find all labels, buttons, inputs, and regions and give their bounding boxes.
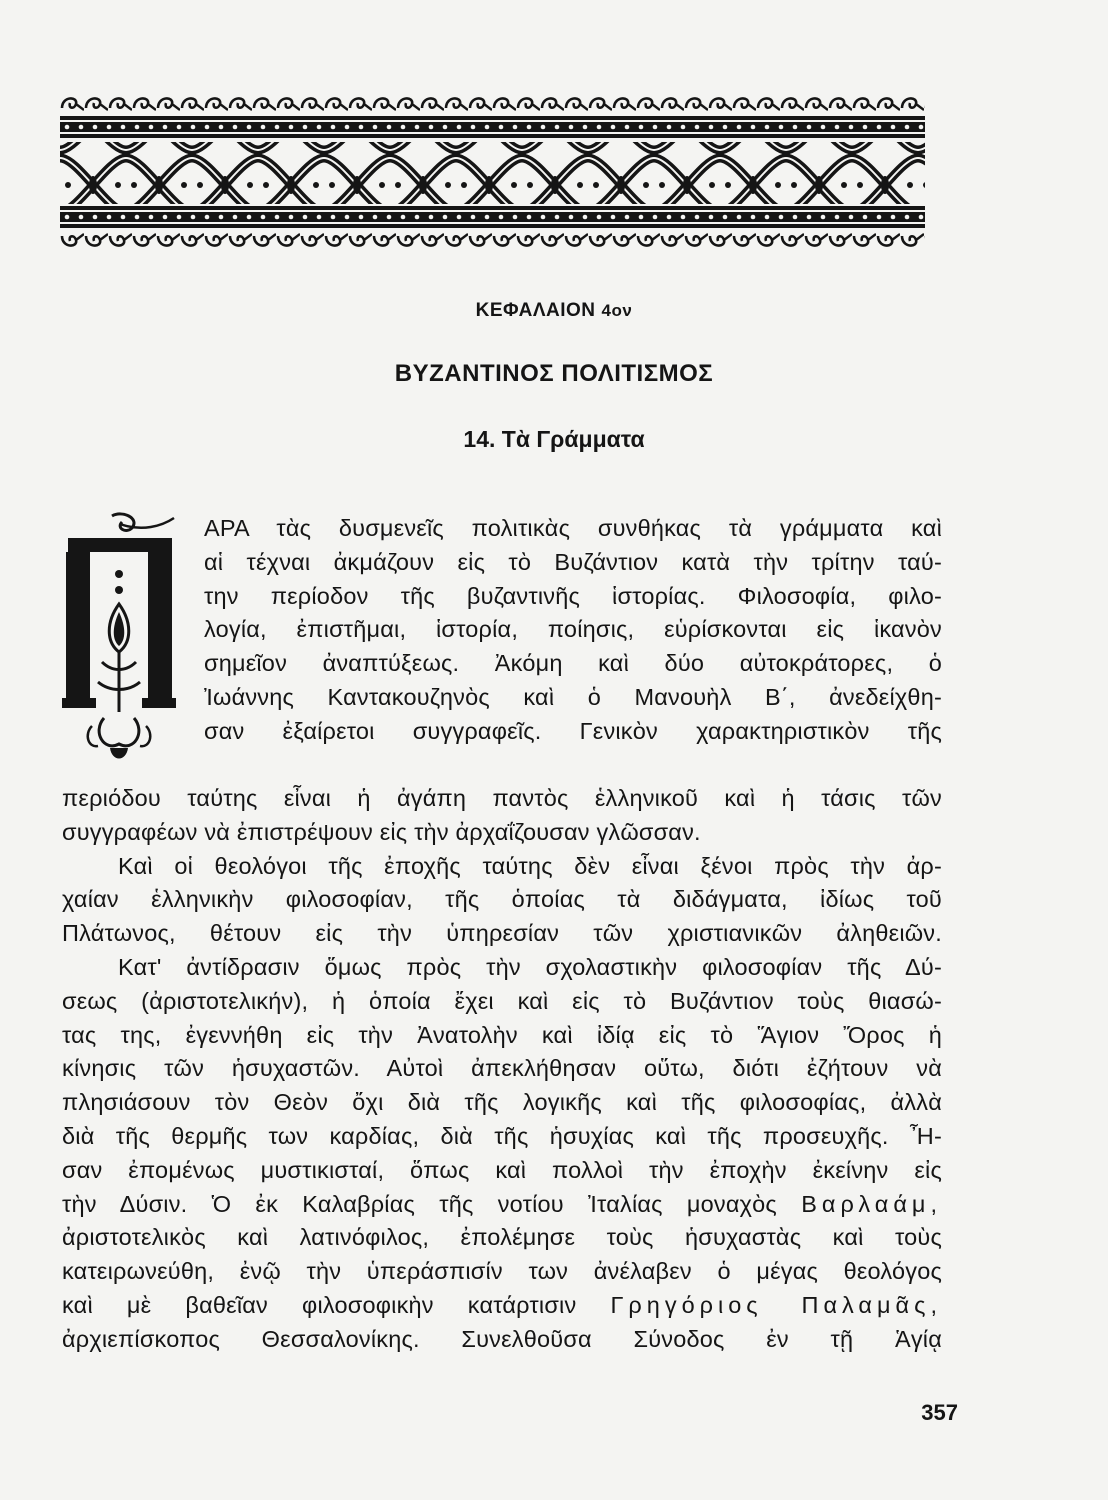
drop-cap-initial bbox=[62, 512, 178, 772]
ornamental-border bbox=[60, 92, 925, 254]
text-line: περιόδου ταύτης εἶναι ἡ ἀγάπη παντὸς ἑλληνικοῦ καὶ ἡ τάσις τῶν bbox=[62, 785, 942, 811]
section-title: 14. Τὰ Γράμματα bbox=[463, 426, 645, 452]
text-line: σαν ἐπομένως μυστικισταί, ὅπως καὶ πολλοὶ τὴν ἐποχὴν ἐκείνην εἰς bbox=[62, 1156, 942, 1183]
name-barlaam: Βαρλαάμ, bbox=[801, 1190, 943, 1217]
text-line: λογία, ἐπιστῆμαι, ἱστορία, ποίησις, εὑρίσκονται εἰς ἱκανὸν bbox=[204, 616, 942, 643]
text-line: Ἰωάννης Καντακουζηνὸς καὶ ὁ Μανουὴλ Β΄, ἀνεδείχθη- bbox=[204, 683, 942, 710]
text-line: κατειρωνεύθη, ἐνῷ τὴν ὑπεράσπισίν των ἀνέλαβεν ὁ μέγας θεολόγος bbox=[62, 1258, 942, 1285]
text-line: πλησιάσουν τὸν Θεὸν ὄχι διὰ τῆς λογικῆς καὶ τῆς φιλοσοφίας, ἀλλὰ bbox=[62, 1089, 942, 1116]
text-line: την περίοδον τῆς βυζαντινῆς ἱστορίας. Φιλοσοφία, φιλο- bbox=[204, 582, 942, 609]
page-number: 357 bbox=[921, 1400, 958, 1425]
body-text bbox=[62, 782, 942, 1357]
text-line: ΑΡΑ τὰς δυσμενεῖς πολιτικὰς συνθήκας τὰ γράμματα καὶ bbox=[204, 515, 942, 541]
text-fragment: τὴν Δύσιν. Ὁ ἐκ Καλαβρίας τῆς νοτίου Ἰταλίας μοναχὸς bbox=[62, 1190, 777, 1217]
text-line: αἱ τέχναι ἀκμάζουν εἰς τὸ Βυζάντιον κατὰ τὴν τρίτην ταύ- bbox=[204, 548, 942, 575]
text-fragment: καὶ μὲ βαθεῖαν φιλοσοφικὴν κατάρτισιν bbox=[62, 1291, 577, 1318]
text-line: σημεῖον ἀναπτύξεως. Ἀκόμη καὶ δύο αὐτοκράτορες, ὁ bbox=[204, 650, 942, 677]
text-line bbox=[62, 1188, 942, 1222]
paragraph-1-indented bbox=[204, 512, 942, 749]
text-line: Πλάτωνος, θέτουν εἰς τὴν ὑπηρεσίαν τῶν χριστιανικῶν ἀληθειῶν. bbox=[62, 920, 942, 947]
text-line: ἀριστοτελικὸς καὶ λατινόφιλος, ἐπολέμησε τοὺς ἡσυχαστὰς καὶ τοὺς bbox=[62, 1224, 942, 1251]
text-line: Κατ' ἀντίδρασιν ὅμως πρὸς τὴν σχολαστικὴν φιλοσοφίαν τῆς Δύ- bbox=[118, 953, 942, 980]
text-line: σαν ἐξαίρετοι συγγραφεῖς. Γενικὸν χαρακτηριστικὸν τῆς bbox=[204, 717, 942, 744]
text-line: ἀρχιεπίσκοπος Θεσσαλονίκης. Συνελθοῦσα Σύνοδος ἐν τῇ Ἁγίᾳ bbox=[62, 1325, 942, 1352]
chapter-heading bbox=[0, 300, 1108, 322]
text-line: Καὶ οἱ θεολόγοι τῆς ἐποχῆς ταύτης δὲν εἶναι ξένοι πρὸς τὴν ἀρ- bbox=[118, 852, 942, 879]
chapter-label: ΚΕΦΑΛΑΙΟΝ bbox=[475, 300, 596, 321]
text-line: διὰ τῆς θερμῆς των καρδίας, διὰ τῆς ἡσυχίας καὶ τῆς προσευχῆς. Ἦ- bbox=[62, 1122, 942, 1149]
text-line: σεως (ἀριστοτελικήν), ἡ ὁποία ἔχει καὶ εἰς τὸ Βυζάντιον τοὺς θιασώ- bbox=[62, 987, 942, 1014]
chapter-title: ΒΥΖΑΝΤΙΝΟΣ ΠΟΛΙΤΙΣΜΟΣ bbox=[394, 360, 714, 387]
text-line bbox=[62, 1289, 942, 1323]
text-line: τας της, ἐγεννήθη εἰς τὴν Ἀνατολὴν καὶ ἰδίᾳ εἰς τὸ Ἅγιον Ὄρος ἡ bbox=[62, 1021, 942, 1048]
name-palamas: Γρηγόριος Παλαμᾶς, bbox=[610, 1291, 942, 1318]
chapter-number: 4ον bbox=[601, 301, 633, 320]
text-line: συγγραφέων νὰ ἐπιστρέψουν εἰς τὴν ἀρχαΐζουσαν γλῶσσαν. bbox=[62, 818, 701, 845]
text-line: χαίαν ἑλληνικὴν φιλοσοφίαν, τῆς ὁποίας τὰ διδάγματα, ἰδίως τοῦ bbox=[62, 886, 942, 913]
text-line: κίνησις τῶν ἡσυχαστῶν. Αὐτοὶ ἀπεκλήθησαν οὕτω, διότι ἐζήτουν νὰ bbox=[62, 1055, 942, 1082]
